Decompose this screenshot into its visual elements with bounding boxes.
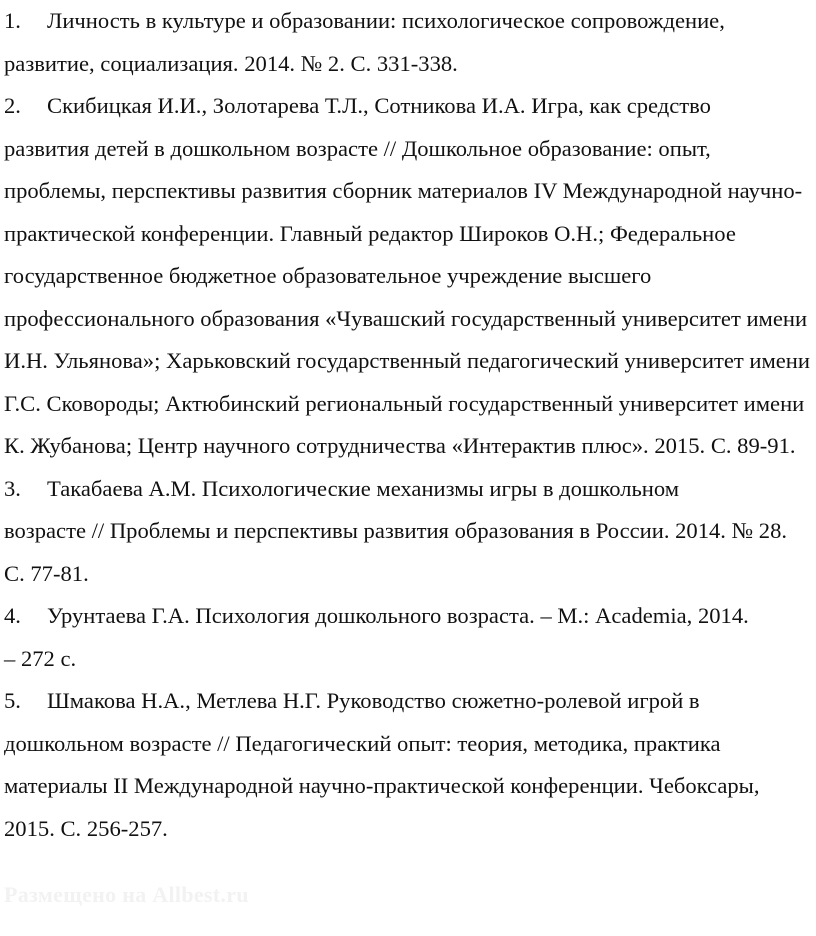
reference-text-rest: дошкольном возрасте // Педагогический опыт: теория, методика, практика материалы II Международной научно-практической конференции. Чебоксары, 2015. С. 256-257. — [4, 730, 760, 841]
reference-text-first-line: Скибицкая И.И., Золотарева Т.Л., Сотникова И.А. Игра, как средство — [47, 93, 711, 118]
reference-text-first-line: Урунтаева Г.А. Психология дошкольного возраста. – М.: Academia, 2014. — [47, 603, 749, 628]
reference-text-rest: – 272 с. — [4, 645, 77, 671]
reference-text-rest: развитие, социализация. 2014. № 2. С. 331-338. — [4, 50, 458, 76]
reference-number: 4. — [4, 603, 21, 628]
reference-text-rest: возрасте // Проблемы и перспективы развития образования в России. 2014. № 28. С. 77-81. — [4, 518, 788, 586]
reference-number: 5. — [4, 688, 21, 713]
reference-number: 2. — [4, 93, 21, 118]
watermark: Размещено на Allbest.ru — [4, 882, 249, 907]
reference-item-5 — [4, 680, 812, 850]
reference-number: 1. — [4, 8, 21, 33]
reference-text-first-line: Такабаева А.М. Психологические механизмы игры в дошкольном — [47, 475, 680, 501]
reference-item-3 — [4, 468, 812, 596]
reference-item-2 — [4, 85, 812, 468]
reference-list — [4, 0, 812, 850]
reference-item-4 — [4, 595, 812, 680]
reference-text-rest: развития детей в дошкольном возрасте // Дошкольное образование: опыт, проблемы, перспективы развития сборник материалов IV Международной научно-практической конференции. Главный редактор Широков О.Н.; Федеральное государственное бюджетное образовательное учреждение высшего профессионального образования «Чувашский государственный университет имени И.Н. Ульянова»; Харьковский государственный педагогический университет имени Г.С. Сковороды; Актюбинский региональный государственный университет имени К. Жубанова; Центр научного сотрудничества «Интерактив плюс». 2015. С. 89-91. — [4, 135, 810, 458]
reference-number: 3. — [4, 475, 21, 501]
reference-text-first-line: Шмакова Н.А., Метлева Н.Г. Руководство сюжетно-ролевой игрой в — [47, 688, 700, 713]
reference-item-1 — [4, 0, 812, 85]
reference-text-first-line: Личность в культуре и образовании: психологическое сопровождение, — [47, 8, 725, 33]
